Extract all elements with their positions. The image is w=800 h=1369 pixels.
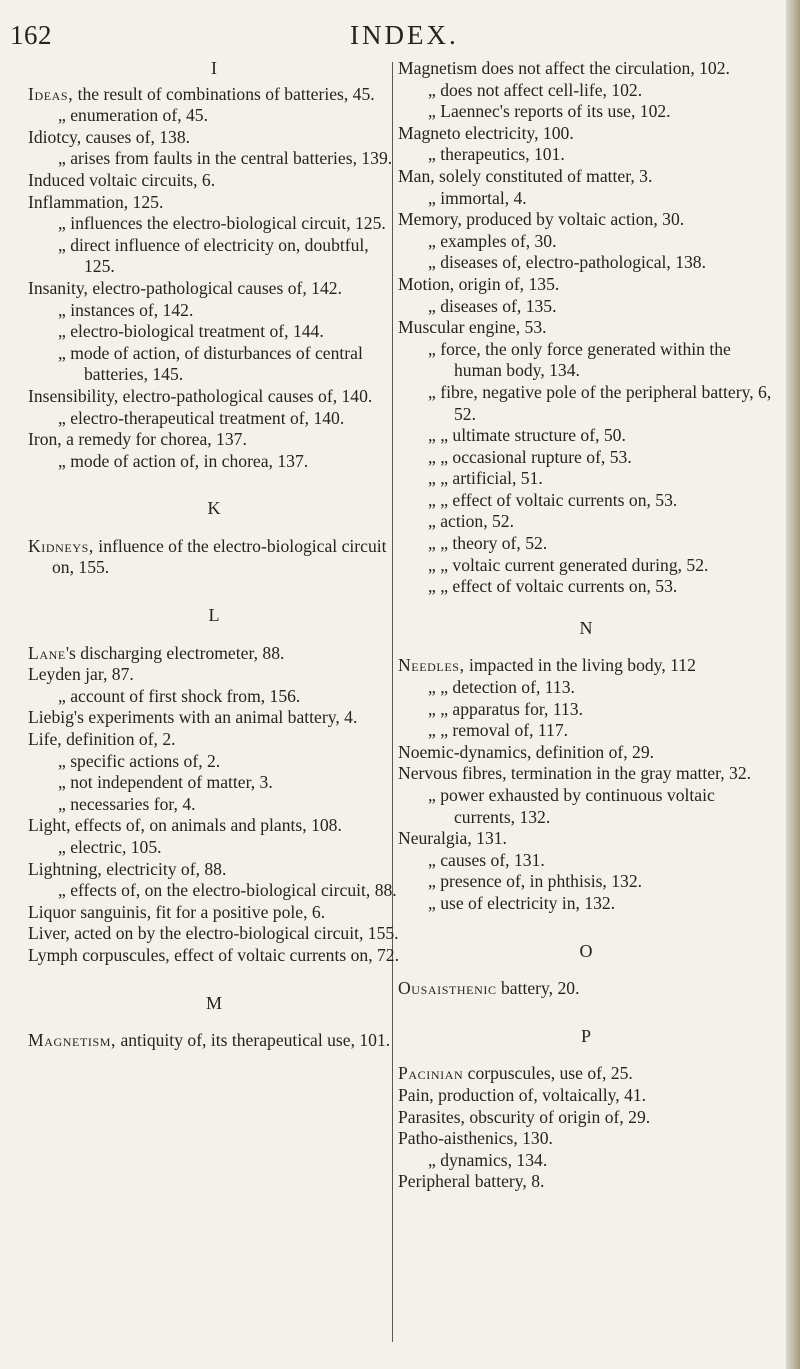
- index-entry: Liebig's experiments with an animal battery, 4.: [28, 707, 358, 728]
- index-subentry: „ Laennec's reports of its use, 102.: [428, 101, 671, 122]
- index-subentry: „ „ effect of voltaic currents on, 53.: [428, 576, 678, 597]
- index-subentry: „ use of electricity in, 132.: [428, 892, 616, 913]
- index-subentry: „ diseases of, electro-pathological, 138.: [428, 252, 706, 273]
- index-subentry: „ instances of, 142.: [58, 299, 194, 320]
- index-entry: Inflammation, 125.: [28, 191, 164, 212]
- index-subentry: „ force, the only force generated within the human body, 134.: [428, 338, 731, 381]
- page-header: [0, 14, 786, 54]
- index-entry: Parasites, obscurity of origin of, 29.: [398, 1106, 651, 1127]
- index-subentry: „ „ effect of voltaic currents on, 53.: [428, 489, 678, 510]
- index-subentry: „ does not affect cell-life, 102.: [428, 79, 643, 100]
- index-subentry: „ presence of, in phthisis, 132.: [428, 871, 643, 892]
- index-subentry: „ „ ultimate structure of, 50.: [428, 425, 626, 446]
- index-entry: Idiotcy, causes of, 138.: [28, 126, 191, 147]
- section-letter-m: M: [205, 992, 222, 1013]
- index-subentry: „ enumeration of, 45.: [58, 105, 208, 126]
- index-subentry: „ immortal, 4.: [428, 187, 527, 208]
- index-subentry: „ effects of, on the electro-biological circuit, 88.: [58, 880, 397, 901]
- index-subentry: „ specific actions of, 2.: [58, 750, 221, 771]
- index-entry: Pacinian corpuscules, use of, 25.: [398, 1063, 633, 1084]
- section-letter-o: O: [579, 940, 593, 961]
- index-subentry: „ „ occasional rupture of, 53.: [428, 446, 632, 467]
- index-subentry: „ „ voltaic current generated during, 52.: [428, 554, 709, 575]
- index-entry: Muscular engine, 53.: [398, 317, 547, 338]
- index-entry: Ideas, the result of combinations of batteries, 45.: [28, 83, 375, 104]
- index-subentry: „ action, 52.: [428, 511, 514, 532]
- index-entry: Man, solely constituted of matter, 3.: [398, 165, 653, 186]
- index-subentry: „ mode of action of, in chorea, 137.: [58, 450, 309, 471]
- index-subentry: „ dynamics, 134.: [428, 1149, 548, 1170]
- index-entry: Magnetism, antiquity of, its therapeutical use, 101.: [28, 1030, 391, 1051]
- index-entry: Leyden jar, 87.: [28, 664, 134, 685]
- index-subentry: „ „ removal of, 117.: [428, 720, 569, 741]
- index-entry: Insensibility, electro-pathological causes of, 140.: [28, 385, 373, 406]
- book-page-edge: [786, 0, 800, 1369]
- index-entry: Liver, acted on by the electro-biological circuit, 155.: [28, 923, 399, 944]
- page-number: 162: [10, 20, 52, 50]
- index-subentry: „ fibre, negative pole of the peripheral battery, 6, 52.: [428, 381, 772, 424]
- index-column-left: [28, 58, 400, 1052]
- index-subentry: „ arises from faults in the central batteries, 139.: [58, 148, 393, 169]
- index-subentry: „ direct influence of electricity on, doubtful, 125.: [58, 234, 369, 277]
- section-letter-i: I: [211, 58, 217, 78]
- index-entry: Magneto electricity, 100.: [398, 122, 574, 143]
- index-entry: Liquor sanguinis, fit for a positive pole, 6.: [28, 901, 326, 922]
- section-letter-l: L: [208, 605, 220, 626]
- index-entry: Peripheral battery, 8.: [398, 1171, 545, 1192]
- index-subentry: „ electro-therapeutical treatment of, 140.: [58, 407, 345, 428]
- index-column-right: [398, 58, 774, 1193]
- index-entry: Noemic-dynamics, definition of, 29.: [398, 741, 655, 762]
- section-letter-k: K: [207, 498, 221, 519]
- index-entry: Life, definition of, 2.: [28, 729, 176, 750]
- running-head: INDEX.: [350, 20, 459, 50]
- index-subentry: „ not independent of matter, 3.: [58, 772, 273, 793]
- index-entry: Memory, produced by voltaic action, 30.: [398, 209, 685, 230]
- index-entry: Light, effects of, on animals and plants, 108.: [28, 815, 342, 836]
- index-entry: Motion, origin of, 135.: [398, 273, 560, 294]
- index-subentry: „ influences the electro-biological circuit, 125.: [58, 213, 386, 234]
- index-subentry: „ causes of, 131.: [428, 849, 545, 870]
- index-entry: Ousaisthenic battery, 20.: [398, 978, 580, 999]
- index-subentry: „ „ detection of, 113.: [428, 677, 575, 698]
- index-entry: Lightning, electricity of, 88.: [28, 858, 227, 879]
- index-entry: Induced voltaic circuits, 6.: [28, 169, 216, 190]
- index-subentry: „ examples of, 30.: [428, 230, 557, 251]
- index-subentry: „ „ theory of, 52.: [428, 533, 548, 554]
- index-subentry: „ electric, 105.: [58, 837, 162, 857]
- index-entry: Needles, impacted in the living body, 112: [398, 655, 696, 676]
- index-entry: Insanity, electro-pathological causes of, 142.: [28, 277, 342, 298]
- index-entry: Kidneys, influence of the electro-biological circuit on, 155.: [28, 535, 387, 578]
- index-entry: Neuralgia, 131.: [398, 828, 507, 849]
- index-entry: Patho-aisthenics, 130.: [398, 1128, 553, 1149]
- index-entry: Pain, production of, voltaically, 41.: [398, 1084, 647, 1105]
- index-subentry: „ „ apparatus for, 113.: [428, 698, 583, 719]
- index-subentry: „ mode of action, of disturbances of central batteries, 145.: [58, 342, 363, 385]
- section-letter-p: P: [580, 1025, 591, 1046]
- index-entry: Iron, a remedy for chorea, 137.: [28, 429, 247, 450]
- index-entry: Lymph corpuscules, effect of voltaic currents on, 72.: [28, 944, 399, 965]
- index-entry: Nervous fibres, termination in the gray matter, 32.: [398, 763, 752, 784]
- index-subentry: „ diseases of, 135.: [428, 295, 557, 316]
- index-subentry: „ account of first shock from, 156.: [58, 685, 301, 706]
- index-entry: Lane's discharging electrometer, 88.: [28, 642, 285, 663]
- section-letter-n: N: [579, 617, 593, 638]
- index-subentry: „ power exhausted by continuous voltaic currents, 132.: [428, 785, 715, 827]
- index-subentry: „ necessaries for, 4.: [58, 793, 196, 814]
- index-subentry: „ electro-biological treatment of, 144.: [58, 321, 324, 342]
- index-entry: Magnetism does not affect the circulation, 102.: [398, 58, 730, 78]
- index-subentry: „ „ artificial, 51.: [428, 468, 543, 489]
- index-subentry: „ therapeutics, 101.: [428, 144, 565, 165]
